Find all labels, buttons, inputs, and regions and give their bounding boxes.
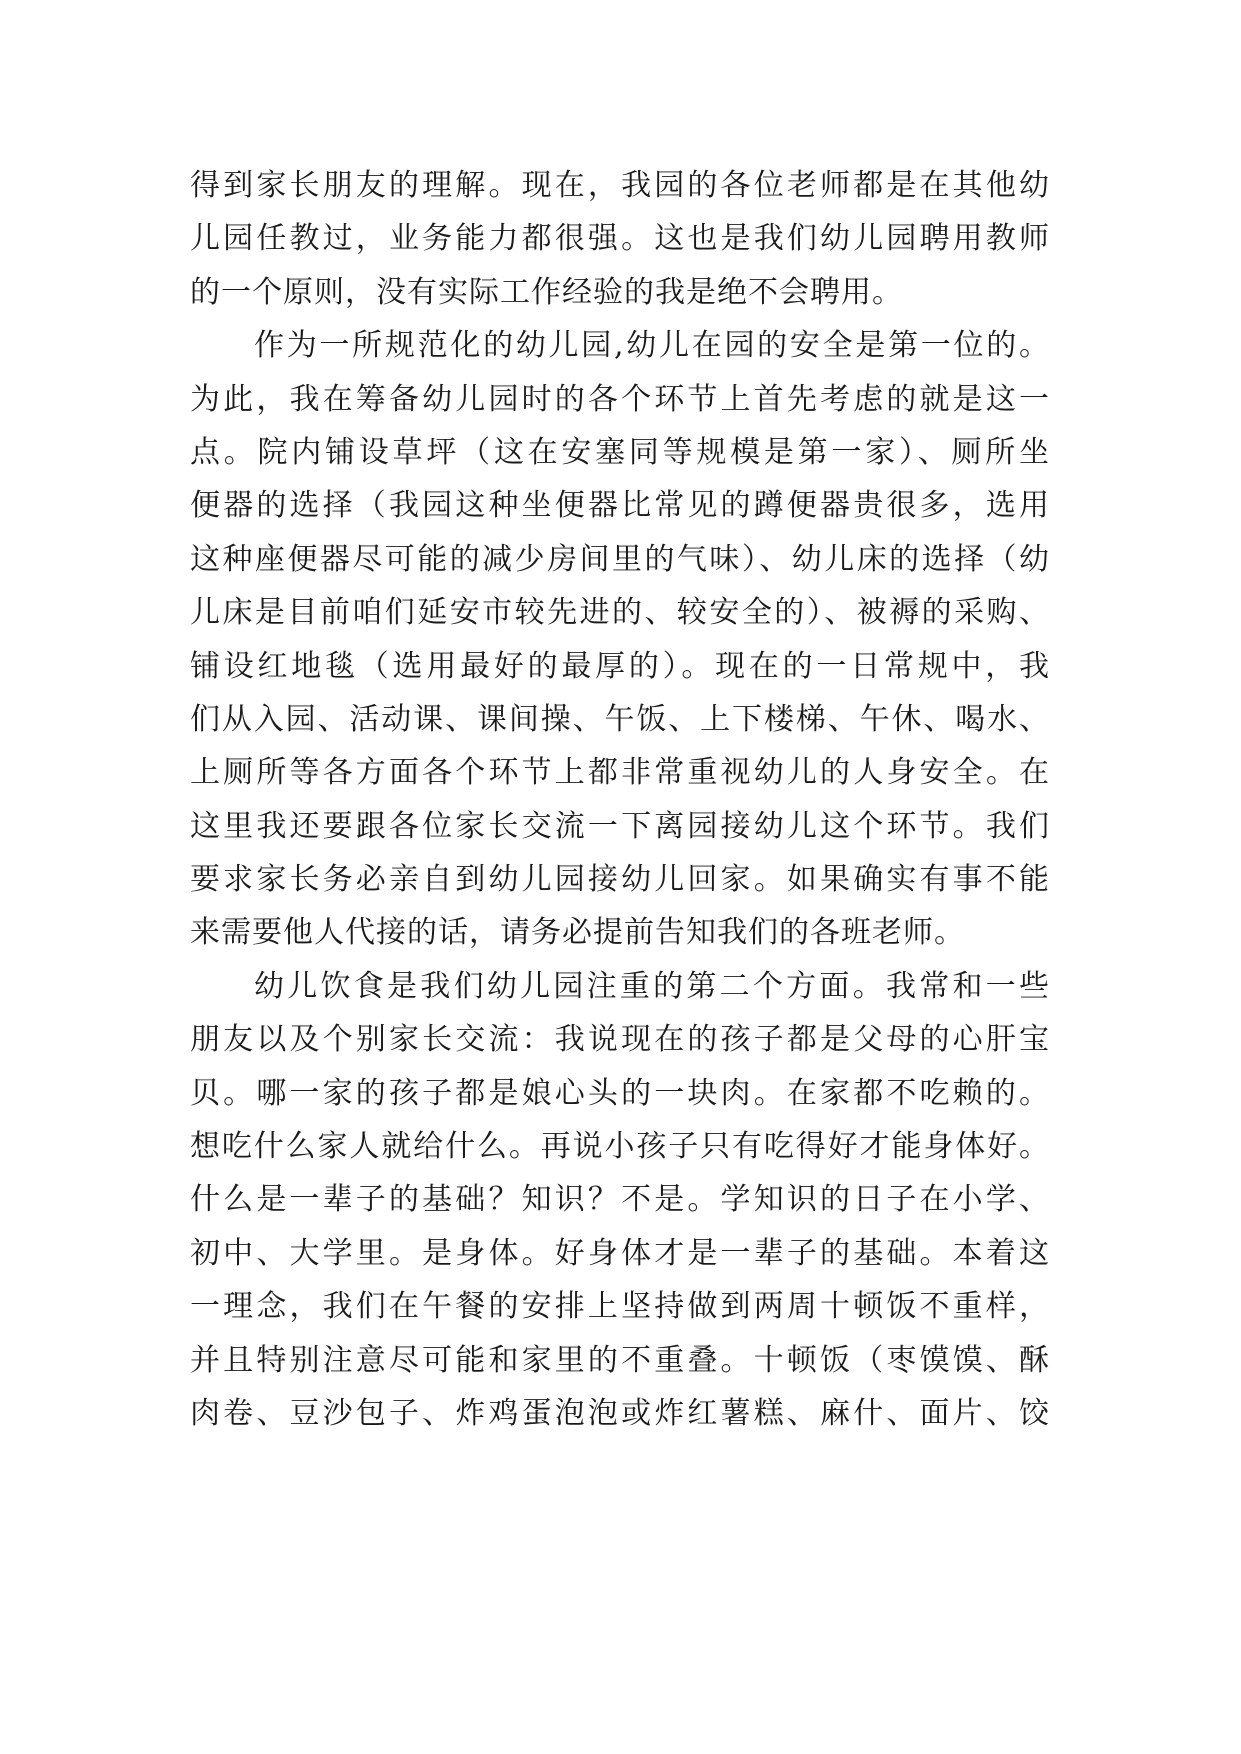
text-line: 这种座便器尽可能的减少房间里的气味）、幼儿床的选择（幼 [190, 541, 1050, 577]
body-text [190, 159, 1050, 1440]
text-line: 上厕所等各方面各个环节上都非常重视幼儿的人身安全。在 [190, 755, 1050, 791]
text-line: 要求家长务必亲自到幼儿园接幼儿回家。如果确实有事不能 [190, 862, 1050, 898]
text-line: 想吃什么家人就给什么。再说小孩子只有吃得好才能身体好。 [190, 1129, 1050, 1165]
text-line: 肉卷、豆沙包子、炸鸡蛋泡泡或炸红薯糕、麻什、面片、饺 [190, 1395, 1050, 1431]
text-line: 来需要他人代接的话，请务必提前告知我们的各班老师。 [190, 915, 965, 951]
text-line: 便器的选择（我园这种坐便器比常见的蹲便器贵很多，选用 [190, 488, 1050, 524]
text-line: 作为一所规范化的幼儿园,幼儿在园的安全是第一位的。 [254, 328, 1050, 364]
text-line: 幼儿饮食是我们幼儿园注重的第二个方面。我常和一些 [254, 968, 1050, 1004]
text-line: 得到家长朋友的理解。现在，我园的各位老师都是在其他幼 [190, 168, 1050, 203]
text-line: 初中、大学里。是身体。好身体才是一辈子的基础。本着这 [190, 1235, 1050, 1271]
text-line: 一理念，我们在午餐的安排上坚持做到两周十顿饭不重样， [190, 1289, 1050, 1325]
text-line: 这里我还要跟各位家长交流一下离园接幼儿这个环节。我们 [190, 808, 1050, 844]
text-line: 儿床是目前咱们延安市较先进的、较安全的）、被褥的采购、 [190, 595, 1050, 631]
text-line: 的一个原则，没有实际工作经验的我是绝不会聘用。 [190, 274, 903, 310]
text-line: 并且特别注意尽可能和家里的不重叠。十顿饭（枣馍馍、酥 [190, 1342, 1050, 1378]
text-line: 们从入园、活动课、课间操、午饭、上下楼梯、午休、喝水、 [190, 701, 1050, 737]
text-line: 贝。哪一家的孩子都是娘心头的一块肉。在家都不吃赖的。 [190, 1075, 1050, 1111]
text-line: 儿园任教过，业务能力都很强。这也是我们幼儿园聘用教师 [190, 221, 1050, 257]
text-line: 什么是一辈子的基础？知识？不是。学知识的日子在小学、 [190, 1182, 1050, 1218]
text-line: 为此，我在筹备幼儿园时的各个环节上首先考虑的就是这一 [190, 381, 1050, 417]
text-line: 铺设红地毯（选用最好的最厚的）。现在的一日常规中，我 [190, 648, 1050, 684]
text-line: 点。院内铺设草坪（这在安塞同等规模是第一家）、厕所坐 [190, 434, 1050, 470]
text-line: 朋友以及个别家长交流：我说现在的孩子都是父母的心肝宝 [190, 1022, 1050, 1058]
